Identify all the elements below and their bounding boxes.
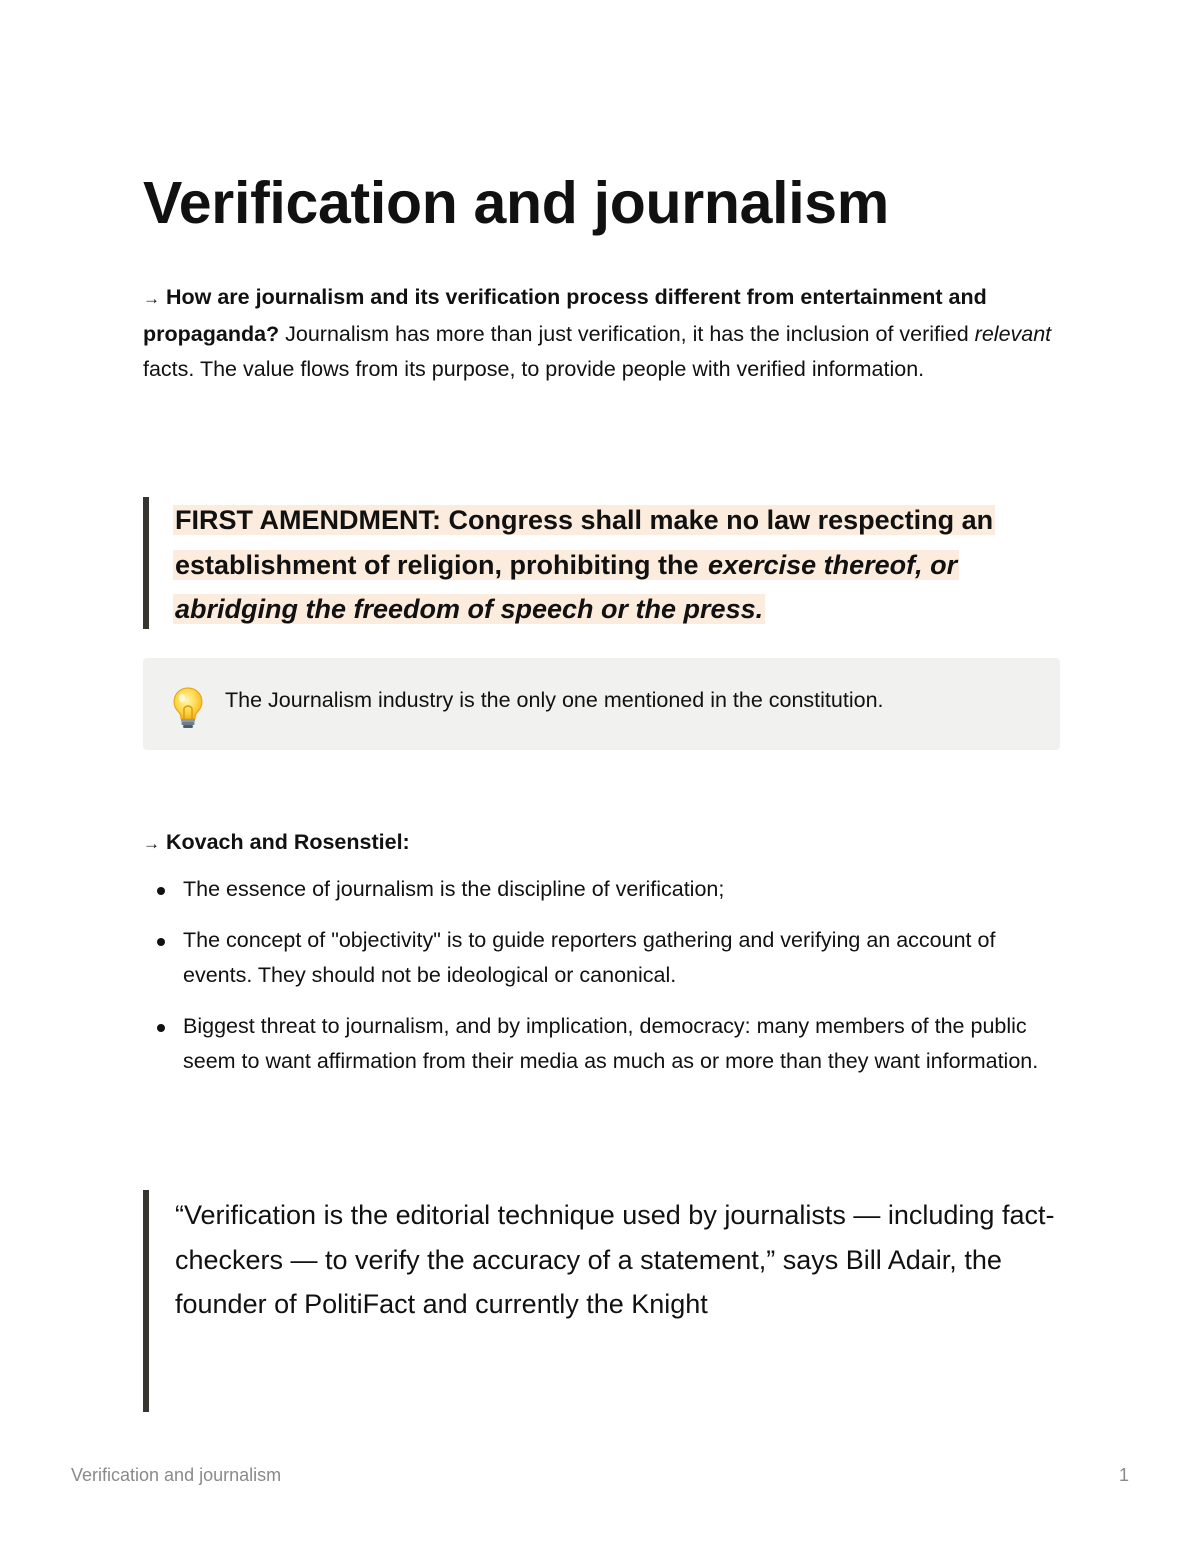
list-item-text: Biggest threat to journalism, and by implication, democracy: many members of the public seem to want affirmation from their media as much as or more than they want information. (183, 1013, 1039, 1073)
kovach-heading-text: Kovach and Rosenstiel: (165, 830, 410, 854)
list-item-text: The essence of journalism is the discipline of verification; (183, 877, 725, 901)
page-title: Verification and journalism (143, 170, 889, 236)
first-amendment-quote (143, 497, 1065, 629)
amendment-text-italic: exercise thereof, or abridging the freedom of speech or the press. (175, 549, 958, 624)
adair-quote (143, 1190, 1065, 1412)
page-number: 1 (1118, 1465, 1129, 1485)
bullet-icon (157, 938, 165, 946)
callout-text: The Journalism industry is the only one mentioned in the constitution. (225, 688, 884, 712)
amendment-text-part1: FIRST AMENDMENT: Congress shall make no law respecting an establishment of religion, prohibiting the (175, 505, 994, 580)
adair-quote-text: “Verification is the editorial technique used by journalists — including fact-checkers — to verify the accuracy of a statement,” says Bill Adair, the founder of PolitiFact and currently the Knight (175, 1200, 1055, 1319)
list-item (143, 872, 1060, 908)
kovach-heading (143, 826, 410, 860)
callout-box (143, 658, 1060, 750)
arrow-icon: → (143, 289, 160, 308)
intro-text-2: facts. The value flows from its purpose, to provide people with verified information. (143, 357, 925, 381)
arrow-icon: → (143, 834, 160, 853)
first-amendment-text (175, 498, 1065, 632)
list-item-text: The concept of "objectivity" is to guide reporters gathering and verifying an account of events. They should not be ideological or canonical. (183, 927, 996, 987)
list-item (143, 923, 1060, 994)
intro-paragraph (143, 280, 1053, 388)
intro-text-1: Journalism has more than just verification, it has the inclusion of verified (279, 321, 975, 346)
lightbulb-icon (171, 686, 205, 730)
intro-question: How are journalism and its verification process different from entertainment and propaganda? (143, 285, 987, 346)
footer-title: Verification and journalism (71, 1465, 282, 1485)
kovach-list (143, 872, 1060, 1095)
list-item (143, 1009, 1060, 1080)
bullet-icon (157, 1024, 165, 1032)
intro-italic: relevant (974, 321, 1052, 346)
bullet-icon (157, 887, 165, 895)
